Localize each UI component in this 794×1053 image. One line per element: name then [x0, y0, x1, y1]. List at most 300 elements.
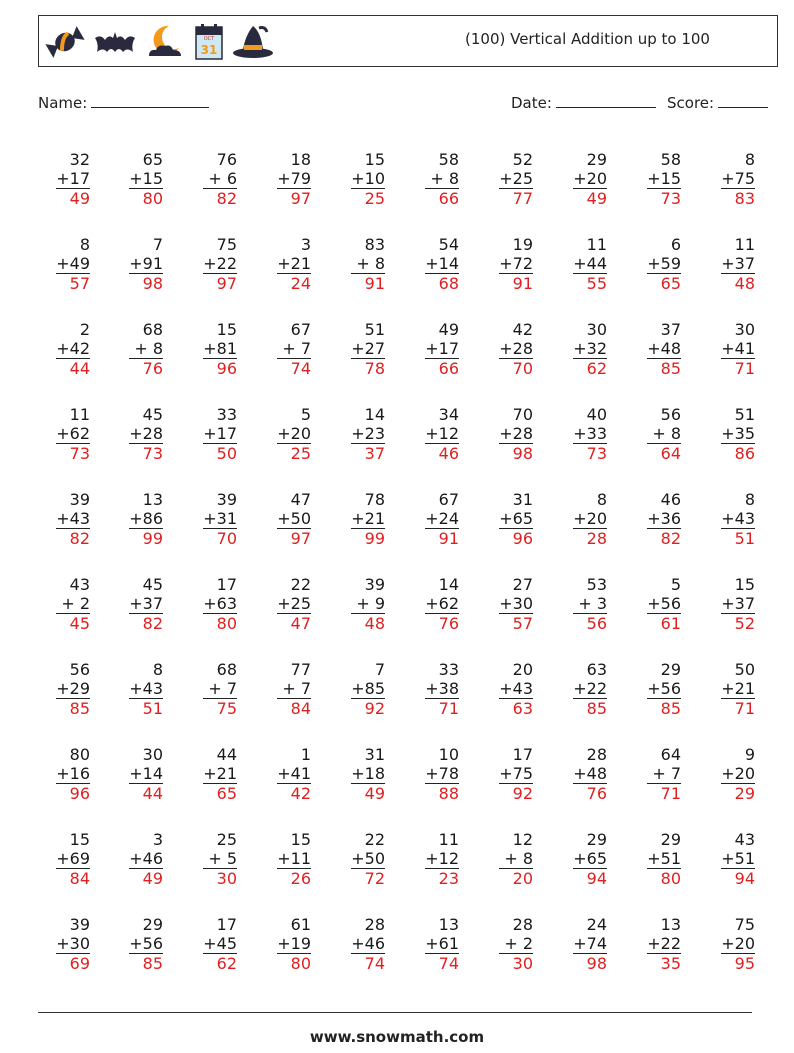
addition-problem: [38, 150, 90, 208]
answer: 92: [364, 699, 385, 718]
addition-problem: [259, 235, 311, 293]
addend-bottom: +48: [573, 764, 607, 783]
addend-top: 29: [660, 660, 681, 679]
addend-bottom: +22: [203, 254, 237, 273]
addend-bottom: +28: [499, 339, 533, 358]
addition-problem: [259, 320, 311, 378]
addend-bottom: +31: [203, 509, 237, 528]
addend-top: 14: [364, 405, 385, 424]
addend-top: 28: [364, 915, 385, 934]
answer: 80: [216, 614, 237, 633]
answer: 25: [290, 444, 311, 463]
addend-bottom: +30: [56, 934, 90, 953]
addend-top: 28: [512, 915, 533, 934]
addend-top: 32: [69, 150, 90, 169]
addend-top: 56: [69, 660, 90, 679]
answer: 62: [586, 359, 607, 378]
addend-bottom: +21: [203, 764, 237, 783]
addition-problem: [333, 405, 385, 463]
addend-top: 10: [438, 745, 459, 764]
score-field: [667, 93, 768, 112]
answer: 92: [512, 784, 533, 803]
answer: 82: [142, 614, 163, 633]
addend-bottom: +56: [129, 934, 163, 953]
addition-problem: [259, 490, 311, 548]
answer: 80: [142, 189, 163, 208]
addend-top: 15: [290, 830, 311, 849]
addend-bottom: + 5: [203, 849, 237, 869]
addend-top: 51: [364, 320, 385, 339]
addend-top: 8: [744, 150, 755, 169]
addend-top: 6: [670, 235, 681, 254]
addend-top: 8: [79, 235, 90, 254]
addend-bottom: +12: [425, 849, 459, 868]
addition-problem: [333, 150, 385, 208]
answer: 73: [660, 189, 681, 208]
addition-problem: [703, 405, 755, 463]
answer: 30: [512, 954, 533, 973]
addition-problem: [259, 660, 311, 718]
addition-problem: [629, 490, 681, 548]
addition-problem: [38, 575, 90, 633]
addend-bottom: + 7: [203, 679, 237, 699]
addend-bottom: +10: [351, 169, 385, 188]
answer: 73: [69, 444, 90, 463]
answer: 76: [438, 614, 459, 633]
addend-bottom: +12: [425, 424, 459, 443]
addition-problem: [481, 575, 533, 633]
answer: 94: [734, 869, 755, 888]
addition-problem: [333, 490, 385, 548]
answer: 71: [660, 784, 681, 803]
addend-top: 29: [586, 830, 607, 849]
addend-bottom: +15: [129, 169, 163, 188]
addition-problem: [407, 660, 459, 718]
addend-top: 67: [438, 490, 459, 509]
answer: 49: [69, 189, 90, 208]
addend-top: 33: [438, 660, 459, 679]
addition-problem: [38, 490, 90, 548]
addend-top: 80: [69, 745, 90, 764]
addend-top: 45: [142, 575, 163, 594]
addition-problem: [185, 745, 237, 803]
addition-problem: [629, 915, 681, 973]
answer: 97: [216, 274, 237, 293]
addend-top: 34: [438, 405, 459, 424]
answer: 71: [734, 699, 755, 718]
addend-top: 11: [734, 235, 755, 254]
addend-top: 11: [438, 830, 459, 849]
addend-bottom: +75: [721, 169, 755, 188]
addend-top: 43: [734, 830, 755, 849]
addend-top: 28: [586, 745, 607, 764]
answer: 74: [364, 954, 385, 973]
addend-bottom: +35: [721, 424, 755, 443]
witch-hat-icon: [231, 22, 275, 62]
addend-bottom: +48: [647, 339, 681, 358]
addition-problem: [555, 660, 607, 718]
addition-problem: [555, 150, 607, 208]
addend-bottom: +49: [56, 254, 90, 273]
addend-top: 53: [586, 575, 607, 594]
addend-top: 2: [79, 320, 90, 339]
addition-problem: [703, 915, 755, 973]
addition-problem: [185, 575, 237, 633]
answer: 52: [734, 614, 755, 633]
addend-bottom: +62: [56, 424, 90, 443]
addition-problem: [407, 405, 459, 463]
addend-top: 22: [290, 575, 311, 594]
addend-bottom: +41: [721, 339, 755, 358]
addition-problem: [629, 150, 681, 208]
answer: 65: [660, 274, 681, 293]
addend-top: 39: [69, 915, 90, 934]
addend-bottom: +28: [499, 424, 533, 443]
addend-bottom: +25: [277, 594, 311, 613]
answer: 82: [69, 529, 90, 548]
addend-bottom: +32: [573, 339, 607, 358]
addend-top: 22: [364, 830, 385, 849]
addend-top: 31: [512, 490, 533, 509]
addition-problem: [481, 830, 533, 888]
addend-bottom: +45: [203, 934, 237, 953]
answer: 99: [364, 529, 385, 548]
addition-problem: [259, 405, 311, 463]
addend-bottom: +43: [56, 509, 90, 528]
addition-problem: [481, 490, 533, 548]
addend-bottom: +17: [203, 424, 237, 443]
addend-top: 30: [734, 320, 755, 339]
answer: 70: [216, 529, 237, 548]
addition-problem: [185, 150, 237, 208]
answer: 84: [69, 869, 90, 888]
answer: 70: [512, 359, 533, 378]
addend-bottom: +16: [56, 764, 90, 783]
addend-bottom: +14: [425, 254, 459, 273]
date-blank[interactable]: [556, 93, 656, 108]
score-blank[interactable]: [718, 93, 768, 108]
addend-bottom: +78: [425, 764, 459, 783]
addition-problem: [555, 320, 607, 378]
answer: 96: [69, 784, 90, 803]
footer-site: www.snowmath.com: [309, 1028, 485, 1046]
answer: 57: [69, 274, 90, 293]
addend-bottom: +65: [573, 849, 607, 868]
addend-bottom: + 8: [647, 424, 681, 444]
addend-bottom: +29: [56, 679, 90, 698]
answer: 44: [142, 784, 163, 803]
addend-bottom: + 8: [129, 339, 163, 359]
addend-top: 58: [438, 150, 459, 169]
addition-problem: [407, 745, 459, 803]
addition-problem: [555, 915, 607, 973]
addend-top: 8: [152, 660, 163, 679]
addend-top: 46: [660, 490, 681, 509]
bat-icon: [93, 22, 137, 62]
addend-top: 43: [69, 575, 90, 594]
addend-top: 18: [290, 150, 311, 169]
addend-top: 31: [364, 745, 385, 764]
addend-top: 67: [290, 320, 311, 339]
addition-problem: [481, 660, 533, 718]
addition-problem: [333, 915, 385, 973]
addend-bottom: +14: [129, 764, 163, 783]
addition-problem: [111, 235, 163, 293]
addition-problem: [38, 320, 90, 378]
answer: 25: [364, 189, 385, 208]
answer: 29: [734, 784, 755, 803]
answer: 95: [734, 954, 755, 973]
answer: 47: [290, 614, 311, 633]
addend-top: 3: [300, 235, 311, 254]
addend-bottom: +41: [277, 764, 311, 783]
addend-bottom: +37: [721, 254, 755, 273]
answer: 97: [290, 529, 311, 548]
addition-problem: [259, 745, 311, 803]
addend-top: 65: [142, 150, 163, 169]
answer: 24: [290, 274, 311, 293]
addition-problem: [407, 490, 459, 548]
addition-problem: [333, 830, 385, 888]
addend-top: 17: [216, 915, 237, 934]
candy-icon: [43, 22, 87, 62]
answer: 62: [216, 954, 237, 973]
addition-problem: [333, 235, 385, 293]
addition-problem: [555, 490, 607, 548]
answer: 66: [438, 359, 459, 378]
answer: 84: [290, 699, 311, 718]
answer: 97: [290, 189, 311, 208]
addend-bottom: +33: [573, 424, 607, 443]
addend-top: 77: [290, 660, 311, 679]
addition-problem: [407, 235, 459, 293]
addend-top: 29: [660, 830, 681, 849]
answer: 78: [364, 359, 385, 378]
answer: 35: [660, 954, 681, 973]
addition-problem: [629, 745, 681, 803]
addend-bottom: +21: [351, 509, 385, 528]
answer: 66: [438, 189, 459, 208]
addend-top: 5: [300, 405, 311, 424]
answer: 63: [512, 699, 533, 718]
addition-problem: [555, 745, 607, 803]
addend-bottom: +27: [351, 339, 385, 358]
answer: 91: [512, 274, 533, 293]
addition-problem: [481, 235, 533, 293]
addend-top: 3: [152, 830, 163, 849]
addend-bottom: +44: [573, 254, 607, 273]
answer: 61: [660, 614, 681, 633]
addend-top: 19: [512, 235, 533, 254]
addend-bottom: +43: [129, 679, 163, 698]
answer: 68: [438, 274, 459, 293]
addend-bottom: +51: [721, 849, 755, 868]
addend-bottom: + 3: [573, 594, 607, 614]
addition-problem: [703, 490, 755, 548]
addend-top: 7: [152, 235, 163, 254]
addend-top: 29: [142, 915, 163, 934]
answer: 20: [512, 869, 533, 888]
addend-top: 50: [734, 660, 755, 679]
addend-top: 13: [660, 915, 681, 934]
addend-top: 15: [734, 575, 755, 594]
answer: 71: [734, 359, 755, 378]
addition-problem: [481, 150, 533, 208]
answer: 51: [142, 699, 163, 718]
addend-top: 33: [216, 405, 237, 424]
addend-bottom: +50: [351, 849, 385, 868]
addition-problem: [185, 490, 237, 548]
addend-bottom: +56: [647, 594, 681, 613]
addend-bottom: +86: [129, 509, 163, 528]
name-field: [38, 93, 209, 112]
addition-problem: [333, 745, 385, 803]
addition-problem: [111, 405, 163, 463]
addend-top: 30: [142, 745, 163, 764]
addend-bottom: +81: [203, 339, 237, 358]
addend-bottom: + 8: [499, 849, 533, 869]
addend-bottom: +46: [129, 849, 163, 868]
addend-bottom: +22: [573, 679, 607, 698]
addition-problem: [481, 405, 533, 463]
addition-problem: [38, 915, 90, 973]
addend-top: 47: [290, 490, 311, 509]
addend-top: 15: [216, 320, 237, 339]
name-label: Name:: [38, 94, 88, 112]
addend-top: 39: [69, 490, 90, 509]
answer: 48: [734, 274, 755, 293]
addend-bottom: +91: [129, 254, 163, 273]
addend-top: 15: [69, 830, 90, 849]
addend-top: 17: [512, 745, 533, 764]
addend-top: 5: [670, 575, 681, 594]
answer: 85: [142, 954, 163, 973]
addend-bottom: +50: [277, 509, 311, 528]
addend-top: 42: [512, 320, 533, 339]
addend-bottom: +24: [425, 509, 459, 528]
answer: 65: [216, 784, 237, 803]
addend-bottom: + 7: [647, 764, 681, 784]
addition-problem: [703, 660, 755, 718]
addition-problem: [703, 575, 755, 633]
addend-top: 52: [512, 150, 533, 169]
addition-problem: [259, 830, 311, 888]
addend-bottom: +79: [277, 169, 311, 188]
addend-top: 37: [660, 320, 681, 339]
name-blank[interactable]: [91, 93, 209, 108]
addend-bottom: +30: [499, 594, 533, 613]
answer: 23: [438, 869, 459, 888]
addition-problem: [111, 490, 163, 548]
addend-bottom: + 6: [203, 169, 237, 189]
answer: 37: [364, 444, 385, 463]
addition-problem: [407, 320, 459, 378]
addition-problem: [259, 575, 311, 633]
answer: 75: [216, 699, 237, 718]
addend-top: 27: [512, 575, 533, 594]
addend-top: 25: [216, 830, 237, 849]
date-label: Date:: [511, 94, 552, 112]
addend-bottom: +42: [56, 339, 90, 358]
addend-bottom: +59: [647, 254, 681, 273]
answer: 91: [364, 274, 385, 293]
worksheet-title: (100) Vertical Addition up to 100: [465, 30, 710, 48]
addend-top: 45: [142, 405, 163, 424]
addend-top: 14: [438, 575, 459, 594]
addend-top: 58: [660, 150, 681, 169]
addition-problem: [629, 405, 681, 463]
addition-problem: [629, 235, 681, 293]
addend-bottom: +15: [647, 169, 681, 188]
addend-bottom: +21: [721, 679, 755, 698]
addition-problem: [259, 150, 311, 208]
answer: 49: [142, 869, 163, 888]
addition-problem: [38, 405, 90, 463]
addend-top: 75: [734, 915, 755, 934]
addition-problem: [38, 235, 90, 293]
addend-bottom: +23: [351, 424, 385, 443]
answer: 85: [660, 699, 681, 718]
answer: 74: [438, 954, 459, 973]
addend-top: 44: [216, 745, 237, 764]
addend-bottom: +20: [277, 424, 311, 443]
answer: 64: [660, 444, 681, 463]
addend-bottom: +37: [721, 594, 755, 613]
addend-bottom: +72: [499, 254, 533, 273]
addend-bottom: + 7: [277, 339, 311, 359]
addition-problem: [333, 575, 385, 633]
addition-problem: [407, 575, 459, 633]
moon-cloud-icon: [143, 22, 187, 62]
addition-problem: [38, 660, 90, 718]
addition-problem: [111, 320, 163, 378]
addend-bottom: +19: [277, 934, 311, 953]
addend-bottom: + 9: [351, 594, 385, 614]
answer: 57: [512, 614, 533, 633]
addition-problem: [185, 915, 237, 973]
addition-problem: [407, 830, 459, 888]
answer: 55: [586, 274, 607, 293]
addend-bottom: +20: [721, 934, 755, 953]
addition-problem: [555, 235, 607, 293]
answer: 99: [142, 529, 163, 548]
addend-bottom: +43: [499, 679, 533, 698]
addition-problem: [185, 405, 237, 463]
addend-bottom: +20: [721, 764, 755, 783]
addition-problem: [185, 660, 237, 718]
answer: 46: [438, 444, 459, 463]
addend-top: 70: [512, 405, 533, 424]
addition-problem: [407, 915, 459, 973]
addend-bottom: + 7: [277, 679, 311, 699]
answer: 56: [586, 614, 607, 633]
answer: 82: [216, 189, 237, 208]
answer: 69: [69, 954, 90, 973]
answer: 76: [142, 359, 163, 378]
date-field: [511, 93, 656, 112]
answer: 91: [438, 529, 459, 548]
answer: 71: [438, 699, 459, 718]
addition-problem: [703, 235, 755, 293]
answer: 80: [290, 954, 311, 973]
addend-top: 8: [596, 490, 607, 509]
addend-bottom: +38: [425, 679, 459, 698]
addition-problem: [407, 150, 459, 208]
addition-problem: [111, 915, 163, 973]
addend-bottom: +63: [203, 594, 237, 613]
footer-divider: [38, 1012, 752, 1013]
addend-bottom: + 2: [56, 594, 90, 614]
